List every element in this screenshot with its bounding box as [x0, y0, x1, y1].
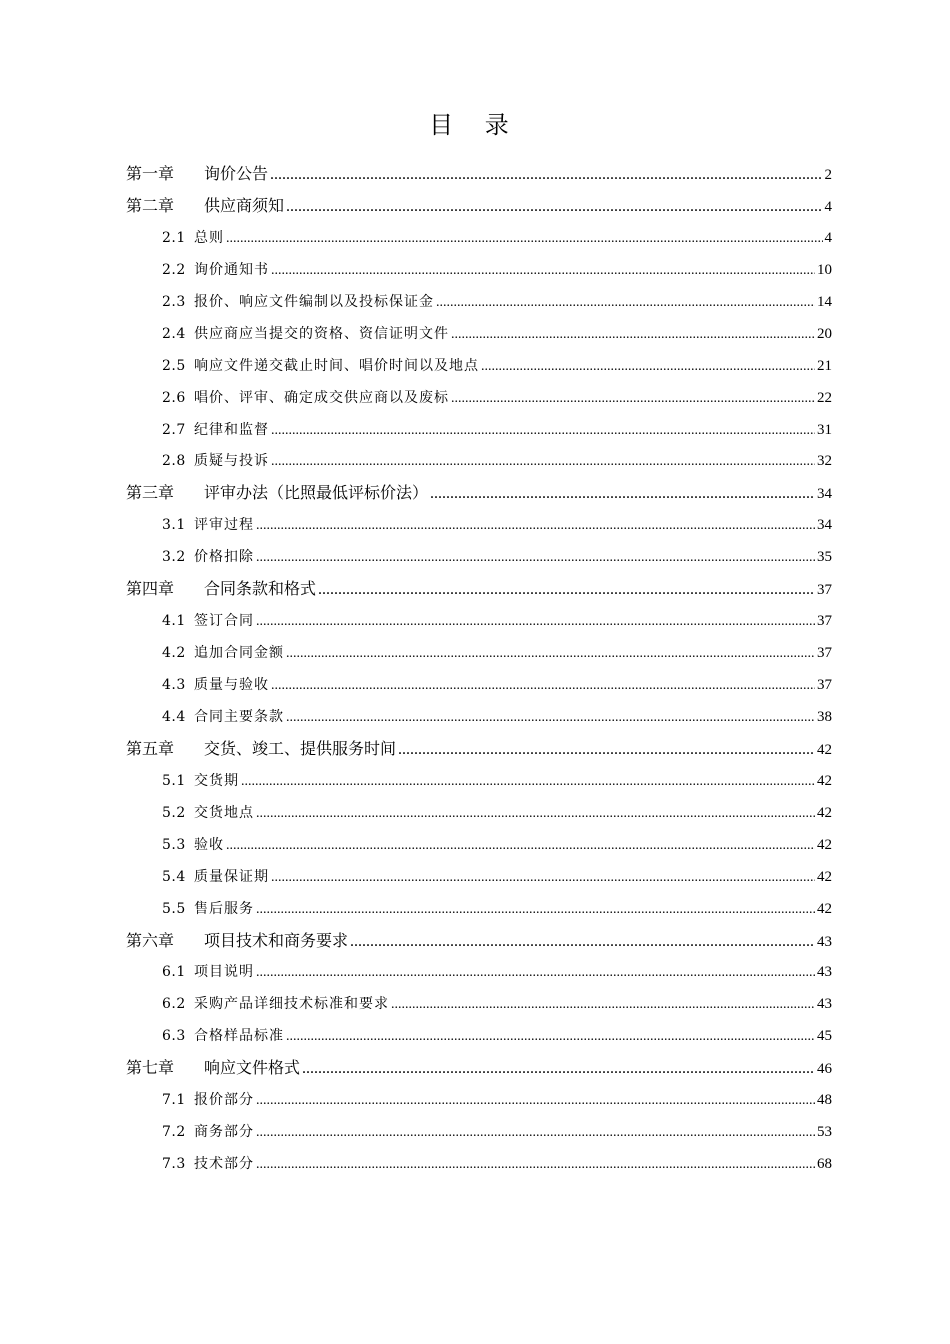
- toc-dot-leader: [270, 166, 822, 184]
- toc-dot-leader: [398, 741, 815, 759]
- toc-entry-title: 验收: [194, 836, 224, 853]
- toc-entry-number: 6.2: [162, 996, 186, 1013]
- toc-entry-title: 追加合同金额: [194, 645, 284, 662]
- toc-entry-section[interactable]: [126, 314, 832, 346]
- toc-entry-number: 3.1: [162, 517, 186, 534]
- toc-entry-number: 5.1: [162, 772, 186, 789]
- toc-dot-leader: [226, 231, 823, 247]
- toc-entry-title: 报价部分: [194, 1092, 254, 1109]
- toc-entry-section[interactable]: [126, 346, 832, 378]
- toc-entry-number: 第五章: [126, 738, 175, 758]
- toc-dot-leader: [256, 614, 815, 630]
- toc-entry-section[interactable]: [126, 697, 832, 729]
- toc-entry-number: 7.3: [162, 1156, 186, 1173]
- toc-entry-title: 采购产品详细技术标准和要求: [194, 996, 389, 1013]
- toc-entry-chapter[interactable]: [126, 154, 832, 186]
- toc-entry-title: 签订合同: [194, 613, 254, 630]
- toc-entry-page-number: 42: [817, 868, 832, 885]
- toc-entry-number: 第一章: [126, 164, 175, 183]
- toc-dot-leader: [302, 1060, 815, 1078]
- toc-entry-number: 5.2: [162, 804, 186, 821]
- toc-entry-section[interactable]: [126, 1016, 832, 1048]
- toc-entry-page-number: 53: [817, 1124, 832, 1141]
- toc-entry-section[interactable]: [126, 441, 832, 473]
- toc-entry-number: 第四章: [126, 579, 175, 599]
- toc-entry-page-number: 42: [817, 836, 832, 853]
- toc-entry-number: 3.2: [162, 549, 186, 566]
- toc-entry-section[interactable]: [126, 218, 832, 250]
- toc-entry-number: 5.3: [162, 836, 186, 853]
- toc-entry-section[interactable]: [126, 601, 832, 633]
- toc-entry-number: 2.8: [162, 453, 186, 470]
- toc-entry-section[interactable]: [126, 250, 832, 282]
- toc-dot-leader: [256, 1093, 815, 1109]
- toc-entry-section[interactable]: [126, 984, 832, 1016]
- toc-entry-section[interactable]: [126, 665, 832, 697]
- toc-entry-number: 4.1: [162, 613, 186, 630]
- toc-entry-page-number: 45: [817, 1028, 832, 1045]
- toc-entry-title: 项目技术和商务要求: [204, 930, 349, 950]
- toc-entry-title: 供应商应当提交的资格、资信证明文件: [194, 325, 449, 342]
- toc-entry-section[interactable]: [126, 1144, 832, 1176]
- toc-entry-number: 2.4: [162, 325, 186, 342]
- toc-entry-title: 纪律和监督: [194, 421, 269, 438]
- toc-entry-page-number: 34: [817, 486, 832, 503]
- toc-entry-section[interactable]: [126, 537, 832, 569]
- toc-entry-number: 7.1: [162, 1092, 186, 1109]
- toc-entry-page-number: 37: [817, 613, 832, 630]
- toc-entry-title: 报价、响应文件编制以及投标保证金: [194, 293, 434, 310]
- toc-entry-section[interactable]: [126, 633, 832, 665]
- toc-entry-title: 响应文件递交截止时间、唱价时间以及地点: [194, 357, 479, 374]
- toc-entry-page-number: 35: [817, 549, 832, 566]
- toc-entry-page-number: 38: [817, 708, 832, 725]
- toc-entry-page-number: 37: [817, 582, 832, 599]
- toc-entry-page-number: 34: [817, 517, 832, 534]
- toc-dot-leader: [256, 1157, 815, 1173]
- toc-entry-page-number: 14: [817, 293, 832, 310]
- toc-entry-number: 6.3: [162, 1028, 186, 1045]
- toc-dot-leader: [271, 423, 815, 439]
- toc-dot-leader: [318, 581, 815, 599]
- toc-entry-section[interactable]: [126, 282, 832, 314]
- toc-dot-leader: [256, 518, 815, 534]
- toc-entry-page-number: 20: [817, 325, 832, 342]
- toc-entry-number: 2.2: [162, 261, 186, 278]
- toc-entry-title: 质疑与投诉: [194, 453, 269, 470]
- toc-entry-title: 合同条款和格式: [204, 579, 317, 599]
- toc-entry-title: 项目说明: [194, 964, 254, 981]
- toc-dot-leader: [430, 485, 815, 503]
- toc-entry-number: 2.1: [162, 229, 186, 246]
- toc-entry-number: 6.1: [162, 964, 186, 981]
- toc-dot-leader: [436, 295, 815, 311]
- toc-entry-number: 2.7: [162, 421, 186, 438]
- toc-entry-chapter[interactable]: [126, 921, 832, 953]
- toc-dot-leader: [271, 678, 815, 694]
- toc-entry-title: 合同主要条款: [194, 708, 284, 725]
- toc-entry-number: 7.2: [162, 1124, 186, 1141]
- toc-entry-page-number: 43: [817, 996, 832, 1013]
- toc-entry-page-number: 32: [817, 453, 832, 470]
- toc-dot-leader: [286, 710, 815, 726]
- toc-entry-number: 第七章: [126, 1058, 175, 1078]
- toc-entry-section[interactable]: [126, 1080, 832, 1112]
- toc-entry-title: 售后服务: [194, 900, 254, 917]
- toc-dot-leader: [256, 806, 815, 822]
- toc-entry-page-number: 37: [817, 677, 832, 693]
- toc-entry-page-number: 68: [817, 1156, 832, 1173]
- toc-entry-page-number: 46: [817, 1061, 832, 1078]
- toc-entry-number: 2.6: [162, 389, 186, 406]
- toc-dot-leader: [350, 933, 815, 951]
- toc-entry-chapter[interactable]: [126, 1048, 832, 1080]
- toc-dot-leader: [241, 774, 815, 790]
- toc-dot-leader: [256, 965, 815, 981]
- toc-entry-section[interactable]: [126, 1112, 832, 1144]
- toc-entry-title: 唱价、评审、确定成交供应商以及废标: [194, 389, 449, 406]
- toc-entry-section[interactable]: [126, 857, 832, 889]
- toc-entry-title: 交货期: [194, 772, 239, 789]
- toc-entry-page-number: 22: [817, 389, 832, 406]
- toc-dot-leader: [451, 391, 815, 407]
- toc-entry-page-number: 21: [817, 357, 832, 374]
- toc-entry-section[interactable]: [126, 825, 832, 857]
- toc-entry-chapter[interactable]: [126, 186, 832, 218]
- toc-dot-leader: [256, 550, 815, 566]
- toc-entry-section[interactable]: [126, 889, 832, 921]
- toc-entry-title: 供应商须知: [204, 195, 285, 215]
- toc-entry-section[interactable]: [126, 505, 832, 537]
- toc-entry-chapter[interactable]: [126, 729, 832, 761]
- toc-entry-title: 价格扣除: [194, 549, 254, 566]
- toc-dot-leader: [286, 1029, 815, 1045]
- toc-dot-leader: [256, 1125, 815, 1141]
- toc-entry-title: 询价通知书: [194, 261, 269, 278]
- toc-entry-number: 5.5: [162, 900, 186, 917]
- toc-dot-leader: [286, 198, 822, 216]
- toc-entry-page-number: 42: [817, 804, 832, 821]
- toc-entry-page-number: 4: [824, 198, 832, 215]
- toc-entry-page-number: 2: [824, 167, 832, 183]
- toc-entry-page-number: 42: [817, 900, 832, 917]
- toc-dot-leader: [451, 327, 815, 343]
- toc-entry-title: 合格样品标准: [194, 1028, 284, 1045]
- toc-entry-number: 4.2: [162, 645, 186, 662]
- toc-dot-leader: [256, 902, 815, 918]
- toc-entry-page-number: 37: [817, 645, 832, 662]
- toc-entry-page-number: 42: [817, 772, 832, 789]
- toc-entry-section[interactable]: [126, 793, 832, 825]
- toc-entry-title: 评审办法（比照最低评标价法）: [204, 483, 429, 503]
- toc-entry-page-number: 31: [817, 421, 832, 438]
- toc-entry-chapter[interactable]: [126, 569, 832, 601]
- toc-entry-title: 评审过程: [194, 517, 254, 534]
- toc-list: [126, 154, 832, 1176]
- toc-entry-title: 响应文件格式: [204, 1058, 301, 1078]
- toc-entry-title: 质量与验收: [194, 677, 269, 693]
- toc-dot-leader: [271, 263, 815, 279]
- toc-entry-number: 4.4: [162, 708, 186, 725]
- toc-entry-chapter[interactable]: [126, 473, 832, 505]
- toc-entry-section[interactable]: [126, 378, 832, 410]
- toc-entry-section[interactable]: [126, 761, 832, 793]
- toc-dot-leader: [226, 838, 815, 854]
- toc-entry-page-number: 4: [824, 229, 832, 246]
- toc-entry-number: 2.3: [162, 293, 186, 310]
- toc-entry-number: 第六章: [126, 930, 175, 950]
- toc-entry-section[interactable]: [126, 952, 832, 984]
- toc-entry-number: 2.5: [162, 357, 186, 374]
- toc-entry-page-number: 43: [817, 933, 832, 950]
- toc-entry-page-number: 48: [817, 1092, 832, 1109]
- toc-entry-page-number: 10: [817, 261, 832, 278]
- toc-dot-leader: [271, 454, 815, 470]
- toc-entry-page-number: 42: [817, 741, 832, 758]
- toc-entry-section[interactable]: [126, 410, 832, 442]
- toc-entry-title: 交货、竣工、提供服务时间: [204, 738, 397, 758]
- toc-entry-title: 交货地点: [194, 804, 254, 821]
- toc-entry-title: 总则: [194, 229, 224, 246]
- toc-entry-title: 技术部分: [194, 1156, 254, 1173]
- toc-title: 目 录: [429, 111, 521, 139]
- toc-entry-title: 质量保证期: [194, 868, 269, 885]
- toc-dot-leader: [481, 359, 815, 375]
- toc-entry-number: 第三章: [126, 483, 175, 503]
- toc-dot-leader: [271, 870, 815, 886]
- toc-dot-leader: [391, 997, 815, 1013]
- toc-dot-leader: [286, 646, 815, 662]
- toc-entry-page-number: 43: [817, 964, 832, 981]
- toc-entry-number: 4.3: [162, 677, 186, 693]
- toc-entry-title: 商务部分: [194, 1124, 254, 1141]
- toc-entry-title: 询价公告: [204, 164, 269, 183]
- toc-entry-number: 第二章: [126, 195, 175, 215]
- toc-entry-number: 5.4: [162, 868, 186, 885]
